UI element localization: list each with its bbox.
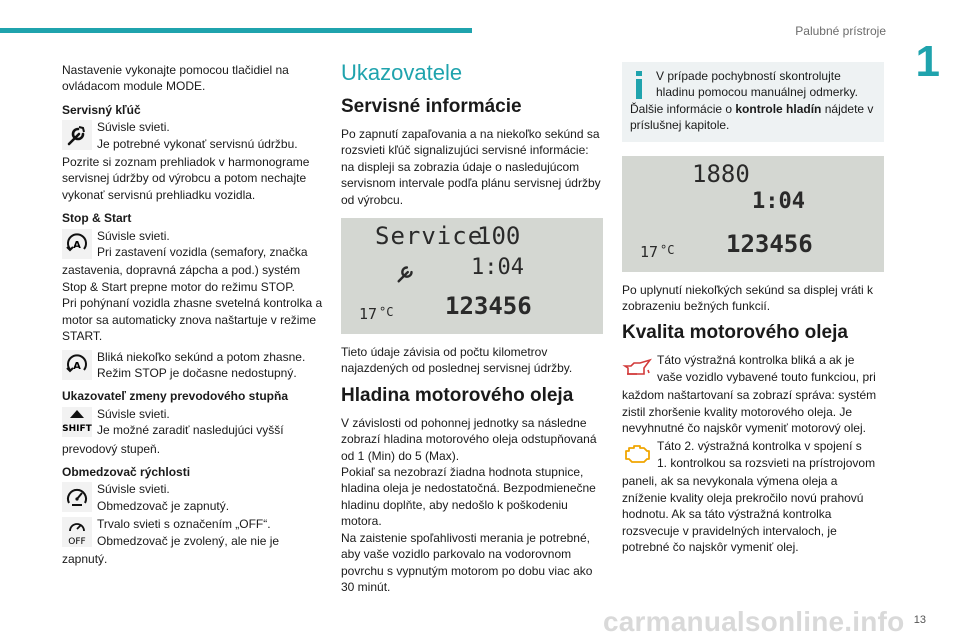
q1-text: každom naštartovaní sa zobrazí správa: systém zistil zhoršenie kvality motorového oleja. Je nevyhnutné čo najskôr vymeniť motorový olej. [622, 388, 877, 436]
speed-limiter-icon [62, 482, 92, 512]
stop-start-blink1: Bliká niekoľko sekúnd a potom zhasne. [97, 349, 306, 364]
speed-limiter-heading: Obmedzovač rýchlosti [62, 464, 191, 479]
header-rule [0, 28, 472, 33]
stop-start-line2: Pri zastavení vozidla (semafory, značka [97, 245, 308, 260]
service-key-line2: Je potrebné vykonať servisnú údržbu. [97, 136, 298, 151]
oil-can-icon [622, 353, 652, 383]
svg-text:A: A [73, 239, 81, 251]
lcd-time: 1:04 [752, 188, 805, 214]
stop-start-icon [62, 229, 92, 259]
service-info-text: Po zapnutí zapaľovania a na niekoľko sekúnd sa rozsvieti kľúč signalizujúci servisné informácie: na displeji sa zobrazia údaje o nasledujúcom servisnom intervale podľa plánu servisnej údržby od výrobcu. [341, 127, 601, 207]
note-line3b: nájdete v príslušnej kapitole. [630, 101, 874, 133]
wrench-icon [62, 120, 92, 150]
stop-start-blink2: Režim STOP je dočasne nedostupný. [97, 365, 297, 380]
oil-level-title: Hladina motorového oleja [341, 384, 574, 406]
speed-limiter-entry [62, 481, 324, 514]
stop-start-entry [62, 228, 324, 261]
service-key-entry [62, 119, 324, 152]
oil-quality-entry-1 [622, 352, 884, 385]
gear-line1: Súvisle svieti. [97, 406, 170, 421]
gear-text: prevodový stupeň. [62, 441, 161, 456]
oil-quality-entry-2 [622, 438, 884, 471]
column-right [622, 62, 884, 559]
lcd-time: 1:04 [471, 255, 524, 281]
stop-start-blink-entry [62, 349, 324, 382]
after-display-text: Po uplynutí niekoľkých sekúnd sa displej vráti k zobrazeniu bežných funkcií. [622, 282, 873, 314]
gear-heading: Ukazovateľ zmeny prevodového stupňa [62, 389, 289, 404]
speed-text: zapnutý. [62, 551, 108, 566]
lcd-temp: 17 [640, 242, 659, 261]
oil-level-p1: V závislosti od pohonnej jednotky sa následne zobrazí hladina motorového oleja odstupňovaná od 1 (Min) do 5 (Max). [341, 415, 597, 463]
speed-a2: Obmedzovač je zapnutý. [97, 498, 230, 513]
stop-start-icon [62, 350, 92, 380]
q1-line1: Táto výstražná kontrolka bliká a ak je [657, 353, 855, 368]
lcd-temp-unit: °C [379, 305, 394, 320]
chapter-number: 1 [915, 37, 940, 86]
note-line1: V prípade pochybností skontrolujte [656, 69, 841, 83]
q2-line2: 1. kontrolkou sa rozsvieti na prístrojovom [657, 455, 876, 470]
lcd-temp: 17 [359, 305, 378, 324]
speed-limiter-off-icon [62, 517, 92, 547]
off-label: OFF [68, 537, 86, 548]
intro-text: Nastavenie vykonajte pomocou tlačidiel na ovládacom module MODE. [62, 63, 289, 94]
speed-a1: Súvisle svieti. [97, 482, 170, 497]
service-info-title: Servisné informácie [341, 96, 522, 117]
column-left [62, 62, 324, 571]
lcd-service-label: Service [375, 222, 484, 251]
gear-line2: Je možné zaradiť nasledujúci vyšší [97, 423, 284, 438]
gear-entry [62, 406, 324, 439]
oil-level-p2: Pokiaľ sa nezobrazí žiadna hodnota stupnice, hladina oleja je nedostatočná. Bezpodmienečne hladinu doplňte, aby nedošlo k poškodeniu motora. [341, 465, 596, 529]
service-display-image [341, 218, 603, 334]
note-bold-link: kontrole hladín [735, 101, 822, 116]
engine-warning-icon [622, 439, 652, 469]
q1-line2: vaše vozidlo vybavené touto funkciou, pri [657, 369, 876, 384]
lcd-temp-unit: °C [660, 242, 675, 257]
lcd-odometer: 123456 [445, 292, 532, 321]
stop-start-heading: Stop & Start [62, 211, 132, 226]
info-icon [632, 70, 646, 100]
lcd-oil-top: 1880 [692, 159, 750, 188]
watermark: carmanualsonline.info [603, 606, 905, 637]
lcd-odometer: 123456 [726, 229, 813, 258]
note-line3a: Ďalšie informácie o [630, 101, 736, 116]
speed-limiter-off-entry [62, 516, 324, 549]
oil-quality-title: Kvalita motorového oleja [622, 322, 848, 344]
stop-start-text2: Pri pohýnaní vozidla zhasne svetelná kontrolka a motor sa automaticky znova naštartuje v režime START. [62, 296, 323, 344]
svg-text:A: A [73, 360, 81, 372]
shift-icon-text: SHIFT [62, 423, 92, 434]
speed-b1: Trvalo svieti s označením „OFF“. [97, 517, 271, 532]
speed-b2: Obmedzovač je zvolený, ale nie je [97, 533, 280, 548]
wrench-icon [395, 262, 417, 288]
note-line2: hladinu pomocou manuálnej odmerky. [656, 85, 858, 100]
q2-text: paneli, ak sa nevykonala výmena oleja a zníženie kvality oleja prekročilo novú prahovú hodnotu. Ak sa táto výstražná kontrolka rozsvecuje v pravidelných intervaloch, je potrebné čo najskôr vymeniť olej. [622, 474, 864, 554]
q2-line1: Táto 2. výstražná kontrolka v spojení s [657, 439, 862, 454]
running-header: Palubné prístroje [795, 24, 886, 38]
lcd-service-km: 100 [477, 222, 521, 251]
info-note [622, 62, 884, 142]
after-display-text: Tieto údaje závisia od počtu kilometrov najazdených od poslednej servisnej údržby. [341, 345, 573, 376]
shift-up-icon [62, 407, 92, 437]
oil-level-p3: Na zaistenie spoľahlivosti merania je potrebné, aby vaše vozidlo parkovalo na vodorovnom povrchu s vypnutým motorom po dobu viac ako 30 minút. [341, 530, 593, 594]
service-key-heading: Servisný kľúč [62, 102, 141, 117]
oil-display-image [622, 156, 884, 272]
column-middle [341, 62, 603, 599]
stop-start-line1: Súvisle svieti. [97, 228, 170, 243]
service-key-line1: Súvisle svieti. [97, 120, 170, 135]
service-key-text: Pozrite si zoznam prehliadok v harmonograme servisnej údržby od výrobcu a potom nechajte vykonať servisnú prehliadku vozidla. [62, 155, 310, 202]
section-title: Ukazovatele [341, 60, 463, 85]
stop-start-text: zastavenia, dopravná zápcha a pod.) systém Stop & Start prepne motor do režimu STOP. [62, 263, 301, 294]
page-number: 13 [913, 614, 926, 626]
